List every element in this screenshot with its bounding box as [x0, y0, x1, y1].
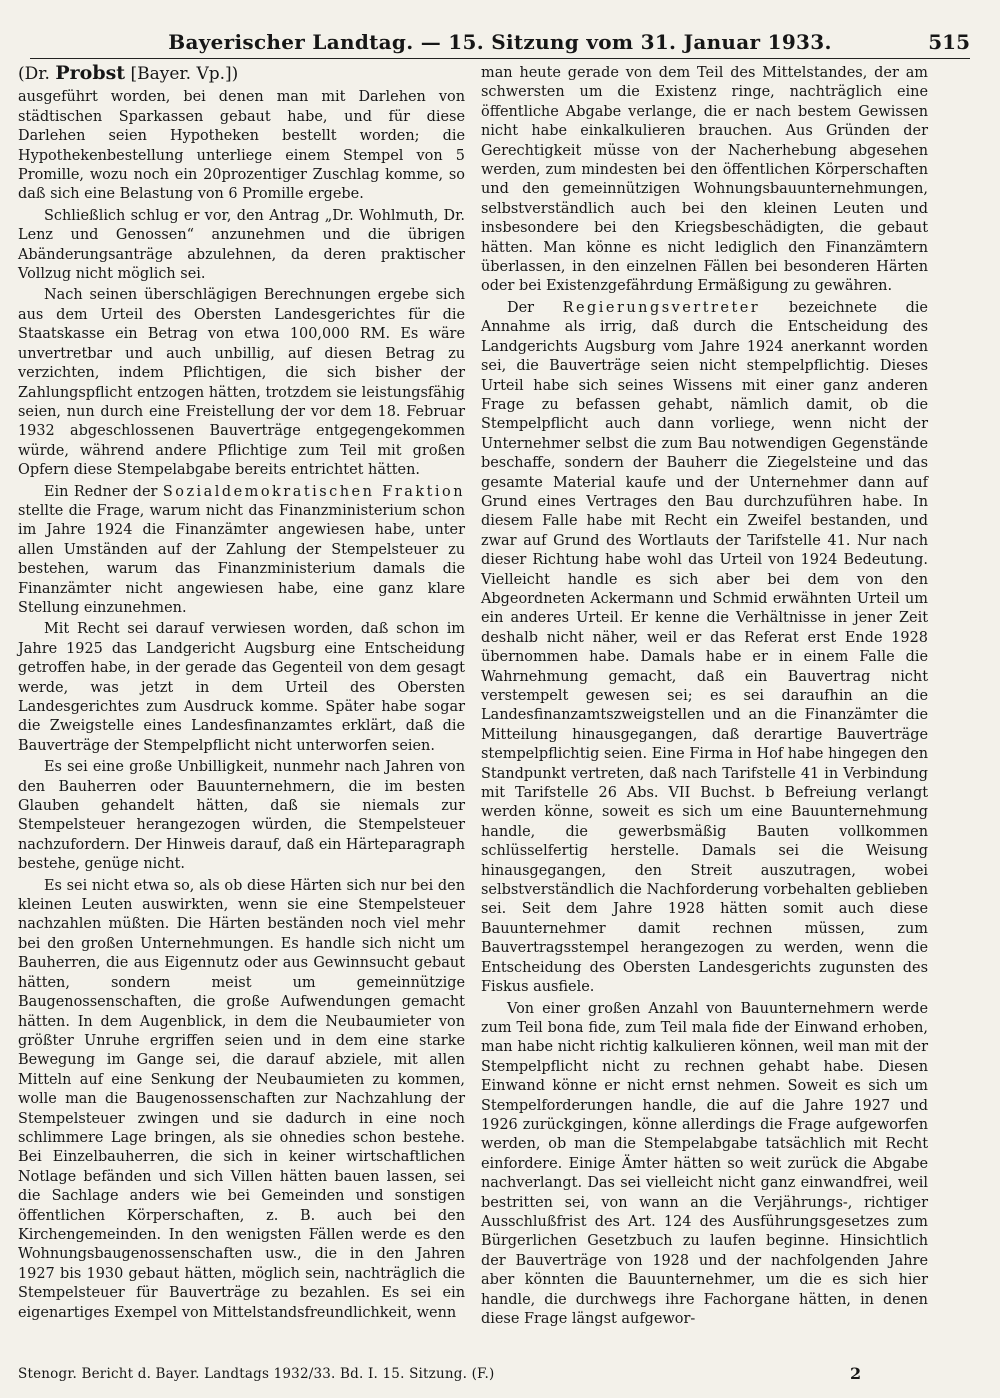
paragraph-text: bezeichnete die Annahme als irrig, daß durch die Entscheidung des Landgerichts Augsburg vom Jahre 1924 anerkannt worden sei, die Bauverträge seien nicht stempelpflichtig. Dieses Urteil habe sich seines Wissens mit einer ganz anderen Frage zu befassen gehabt, nämlich damit, ob die Stempelpflicht auch dann vorliege, wenn nicht der Unternehmer selbst die zum Bau notwendigen Gegenstände beschaffe, sondern der Bauherr die Ziegelsteine und das gesamte Material kaufe und der Unternehmer dann auf Grund eines Vertrages den Bau durchzuführen habe. In diesem Falle habe mit Recht ein Zweifel bestanden, und zwar auf Grund des Wortlauts der Tarifstelle 41. Nur nach dieser Richtung habe wohl das Urteil von 1924 Bedeutung. Vielleicht handle es sich aber bei dem von den Abgeordneten Ackermann und Schmid erwähnten Urteil um ein anderes Urteil. Er kenne die Verhältnisse in jener Zeit deshalb nicht näher, weil er das Referat erst Ende 1928 übernommen habe. Damals habe er in einem Falle die Wahrnehmung gemacht, daß ein Bauvertrag nicht verstempelt gewesen sei; es sei daraufhin an die Landesfinanzamtszweigstellen und an die Finanzämter die Mitteilung hinausgegangen, daß derartige Bauverträge stempelpflichtig seien. Eine Firma in Hof habe hingegen den Standpunkt vertreten, daß nach Tarifstelle 41 in Verbindung mit Tarifstelle 26 Abs. VII Buchst. b Befreiung verlangt werden könne, soweit es sich um eine Bauunternehmung handle, die gewerbsmäßig Bauten vollkommen schlüsselfertig herstelle. Damals sei die Weisung hinausgegangen, den Streit auszutragen, wobei selbstverständlich die Nachforderung vorbehalten geblieben sei. Seit dem Jahre 1928 hätten somit auch diese Bauunternehmer damit rechnen müssen, zum Bauvertragsstempel herangezogen zu werden, wenn die Entscheidung des Obersten Landesgerichts zugunsten des Fiskus ausfiele.	[481, 299, 928, 996]
speaker-line	[18, 64, 465, 84]
speaker-prefix: (Dr.	[18, 64, 56, 84]
paragraph: Es sei nicht etwa so, als ob diese Härten sich nur bei den kleinen Leuten auswirkten, wenn sie eine Stempelsteuer nachzahlen müßten. Die Härten beständen noch viel mehr bei den großen Unternehmungen. Es handle sich nicht um Bauherren, die aus Eigennutz oder aus Gewinnsucht gebaut hätten, sondern meist um gemeinnützige Baugenossenschaften, die große Aufwendungen gemacht hätten. In dem Augenblick, in dem die Neubaumieter von größter Unruhe ergriffen seien und in dem eine starke Bewegung im Gange sei, die darauf abziele, mit allen Mitteln auf eine Senkung der Neubaumieten zu kommen, wolle man die Baugenossenschaften zur Nachzahlung der Stempelsteuer zwingen und sie dadurch in eine noch schlimmere Lage bringen, als sie ohnedies schon bestehe. Bei Einzelbauherren, die sich in keiner wirtschaftlichen Notlage befänden und sich Villen hätten bauen lassen, sei die Sachlage anders wie bei Gemeinden und sonstigen öffentlichen Körperschaften, z. B. auch bei den Kirchengemeinden. In den wenigsten Fällen werde es den Wohnungsbaugenossenschaften usw., die in den Jahren 1927 bis 1930 gebaut hätten, möglich sein, nachträglich die Stempelsteuer für Bauverträge zu bezahlen. Es sei ein eigenartiges Exempel von Mittelstandsfreundlichkeit, wenn	[18, 877, 465, 1321]
paragraph: Von einer großen Anzahl von Bauunternehmern werde zum Teil bona fide, zum Teil mala fide der Einwand erhoben, man habe nicht richtig kalkulieren können, weil man mit der Stempelpflicht nicht zu rechnen gehabt habe. Diesen Einwand könne er nicht ernst nehmen. Soweit es sich um Stempelforderungen handle, die auf die Jahre 1927 und 1926 zurückgingen, könne allerdings die Frage aufgeworfen werden, ob man die Stempelabgabe tatsächlich mit Recht einfordere. Einige Ämter hätten so weit zurück die Abgabe nachverlangt. Das sei vielleicht nicht ganz einwandfrei, weil bestritten sei, von wann an die Verjährungs-, richtiger Ausschlußfrist des Art. 124 des Ausführungsgesetzes zum Bürgerlichen Gesetzbuch zu laufen beginne. Hinsichtlich der Bauverträge von 1928 und der nachfolgenden Jahre aber könnten die Bauunternehmer, um die es sich hier handle, die durchwegs ihre Fachorgane hätten, in denen diese Frage längst aufgewor-	[481, 1000, 928, 1327]
right-column	[481, 64, 928, 1331]
paragraph: ausgeführt worden, bei denen man mit Darlehen von städtischen Sparkassen gebaut habe, und für diese Darlehen seien Hypotheken bestellt worden; die Hypothekenbestellung unterliege einem Stempel von 5 Promille, wozu noch ein 20prozentiger Zuschlag komme, so daß sich eine Belastung von 6 Promille ergebe.	[18, 89, 465, 203]
page-header	[30, 28, 970, 59]
paragraph: man heute gerade von dem Teil des Mittelstandes, der am schwersten um die Existenz ringe, nachträglich eine öffentliche Abgabe verlange, die er nach bestem Gewissen nicht habe einkalkulieren brauchen. Aus Gründen der Gerechtigkeit müsse von der Nacherhebung abgesehen werden, zum mindesten bei den öffentlichen Körperschaften und den gemeinnützigen Wohnungsbauunternehmungen, selbstverständlich auch bei den kleinen Leuten und insbesondere bei den Kriegsbeschädigten, die gebaut hätten. Man könne es nicht lediglich den Finanzämtern überlassen, in den einzelnen Fällen bei besonderen Härten oder bei Existenzgefährdung Ermäßigung zu gewähren.	[481, 65, 928, 295]
left-column	[18, 64, 465, 1325]
paragraph	[18, 483, 465, 619]
page-footer: Stenogr. Bericht d. Bayer. Landtags 1932/33. Bd. I. 15. Sitzung. (F.)	[18, 1366, 495, 1382]
page-number: 515	[928, 30, 970, 54]
speaker-name: Probst	[55, 62, 126, 84]
paragraph: Mit Recht sei darauf verwiesen worden, daß schon im Jahre 1925 das Landgericht Augsburg eine Entscheidung getroffen habe, in der gerade das Gegenteil von dem gesagt werde, was jetzt in dem Urteil des Obersten Landesgerichtes zum Ausdruck komme. Später habe sogar die Zweigstelle eines Landesfinanzamtes erklärt, daß die Bauverträge der Stempelpflicht nicht unterworfen seien.	[18, 621, 465, 754]
paragraph-text: Der	[507, 299, 563, 316]
paragraph-text: Ein Redner der	[44, 483, 163, 500]
signature-mark: 2	[850, 1364, 862, 1383]
speaker-suffix: [Bayer. Vp.])	[125, 64, 239, 84]
running-title: Bayerischer Landtag. — 15. Sitzung vom 31. Januar 1933.	[168, 30, 832, 54]
spaced-emphasis: Sozialdemokratischen Fraktion	[162, 483, 465, 500]
paragraph: Es sei eine große Unbilligkeit, nunmehr nach Jahren von den Bauherren oder Bauunternehmern, die im besten Glauben gehandelt hätten, daß sie niemals zur Stempelsteuer herangezogen würden, die Stempelsteuer nachzufordern. Der Hinweis darauf, daß ein Härteparagraph bestehe, genüge nicht.	[18, 759, 465, 873]
paragraph-text: stellte die Frage, warum nicht das Finanzministerium schon im Jahre 1924 die Finanzämter angewiesen habe, unter allen Umständen auf der Zahlung der Stempelsteuer zu bestehen, warum das Finanzministerium damals die Finanzämter nicht angewiesen habe, eine ganz klare Stellung einzunehmen.	[18, 502, 465, 616]
paragraph	[481, 299, 928, 998]
paragraph: Nach seinen überschlägigen Berechnungen ergebe sich aus dem Urteil des Obersten Landesgerichtes für die Staatskasse ein Betrag von etwa 100,000 RM. Es wäre unvertretbar und auch unbillig, auf diesen Betrag zu verzichten, indem Pflichtigen, die sich bisher der Zahlungspflicht entzogen hätten, trotzdem sie leistungsfähig seien, nun durch eine Freistellung der vor dem 18. Februar 1932 abgeschlossenen Bauverträge entgegengekommen würde, während andere Pflichtige zum Teil mit großen Opfern diese Stempelabgabe bereits entrichtet hätten.	[18, 287, 465, 479]
spaced-emphasis: Regierungsvertreter	[562, 299, 761, 316]
paragraph: Schließlich schlug er vor, den Antrag „Dr. Wohlmuth, Dr. Lenz und Genossen“ anzunehmen und die übrigen Abänderungsanträge abzulehnen, da deren praktischer Vollzug nicht möglich sei.	[18, 207, 465, 283]
